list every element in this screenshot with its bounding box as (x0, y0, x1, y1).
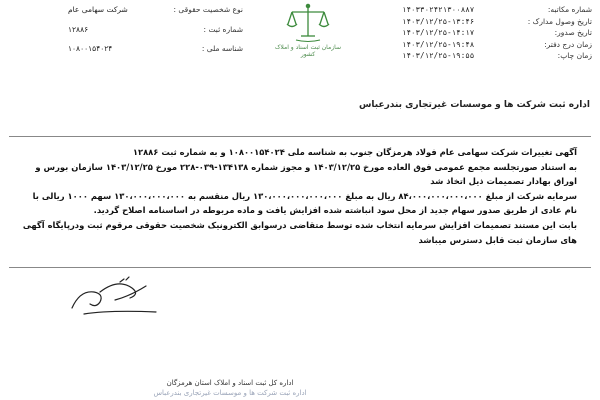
doc-receipt-label: تاریخ وصول مدارک : (527, 16, 592, 26)
office-title: اداره ثبت شرکت ها و موسسات غیرتجاری بندرعباس (358, 100, 590, 110)
print-time-label: زمان چاپ: (557, 51, 592, 60)
national-id-value: ۱۰۸۰۰۱۵۴۰۲۴ (68, 44, 113, 53)
letter-number-row (402, 4, 592, 16)
register-time-value: ۱۴۰۳/۱۲/۲۵-۱۹:۴۸ (402, 39, 475, 49)
reg-number-label: شماره ثبت : (203, 24, 243, 34)
national-id-row (68, 43, 243, 55)
emblem-caption: سازمان ثبت اسناد و املاک کشور (275, 44, 341, 58)
entity-type-value: شرکت سهامی عام (68, 5, 128, 14)
letter-number-label: شماره مکاتبه: (547, 5, 592, 14)
register-time-row (402, 39, 592, 51)
issue-date-value: ۱۴۰۳/۱۲/۲۵-۱۴:۱۷ (402, 28, 475, 37)
issue-date-row (402, 27, 592, 39)
registry-emblem (268, 2, 348, 58)
reg-number-row (68, 24, 243, 36)
print-time-row (402, 50, 592, 62)
doc-receipt-value: ۱۴۰۳/۱۲/۲۵-۱۳:۴۶ (402, 16, 475, 26)
entity-type-row (68, 4, 243, 16)
doc-receipt-row (402, 16, 592, 28)
print-time-value: ۱۴۰۳/۱۲/۲۵-۱۹:۵۵ (402, 51, 475, 60)
footer-line-2: اداره ثبت شرکت ها و موسسات غیرتجاری بندرعباس (153, 389, 307, 397)
register-time-label: زمان درج دفتر: (544, 39, 592, 49)
notice-paragraph-3: سرمایه شرکت از مبلغ ۸۴،۰۰۰،۰۰۰،۰۰۰،۰۰۰ ریال به مبلغ ۱۳۰،۰۰۰،۰۰۰،۰۰۰،۰۰۰ ریال منقسم به ۱۳۰،۰۰۰،۰۰۰،۰۰۰ سهم ۱۰۰۰ ریالی با نام عادی از طریق صدور سهام جدید از محل سود انباشته شده افزایش یافت و ماده مربوطه در اساسنامه اصلاح گردید. (32, 190, 577, 216)
notice-paragraph-2: به استناد صورتجلسه مجمع عمومی فوق العاده مورخ ۱۴۰۳/۱۲/۲۵ و مجوز شماره ۱۳۴۱۳۸-۰۳۹-۲۲۸ مورخ ۱۴۰۳/۱۲/۲۵ سازمان بورس و اوراق بهادار تصمیمات ذیل اتخاذ شد (35, 161, 577, 187)
national-id-label: شناسه ملی : (201, 44, 243, 53)
meta-right-column (402, 4, 592, 62)
footer-line-1: اداره کل ثبت اسناد و املاک استان هرمزگان (166, 379, 294, 387)
notice-text (22, 145, 577, 247)
issue-date-label: تاریخ صدور: (554, 28, 592, 37)
meta-left-column (68, 4, 243, 63)
notice-paragraph-1: آگهی تغییرات شرکت سهامی عام فولاد هرمزگان جنوب به شناسه ملی ۱۰۸۰۰۱۵۴۰۲۴ و به شماره ثبت ۱۲۸۸۶ (132, 147, 577, 157)
scales-of-justice-icon (268, 2, 348, 46)
entity-type-label: نوع شخصیت حقوقی : (173, 5, 243, 14)
notice-paragraph-4: بابت این مستند تصمیمات افزایش سرمایه انتخاب شده توسط متقاضی درسوابق الکترونیک شخصیت حقوقی مرقوم ثبت ودرپایگاه آگهی های سازمان ثبت قابل دسترس میباشد (22, 219, 577, 245)
reg-number-value: ۱۲۸۸۶ (68, 24, 89, 34)
letter-number-value: ۱۴۰۳۳۰۲۴۲۱۳۰۰۸۸۷ (402, 5, 475, 14)
notice-body (9, 136, 591, 268)
signature-icon (60, 270, 170, 320)
footer-stamp (150, 378, 310, 398)
